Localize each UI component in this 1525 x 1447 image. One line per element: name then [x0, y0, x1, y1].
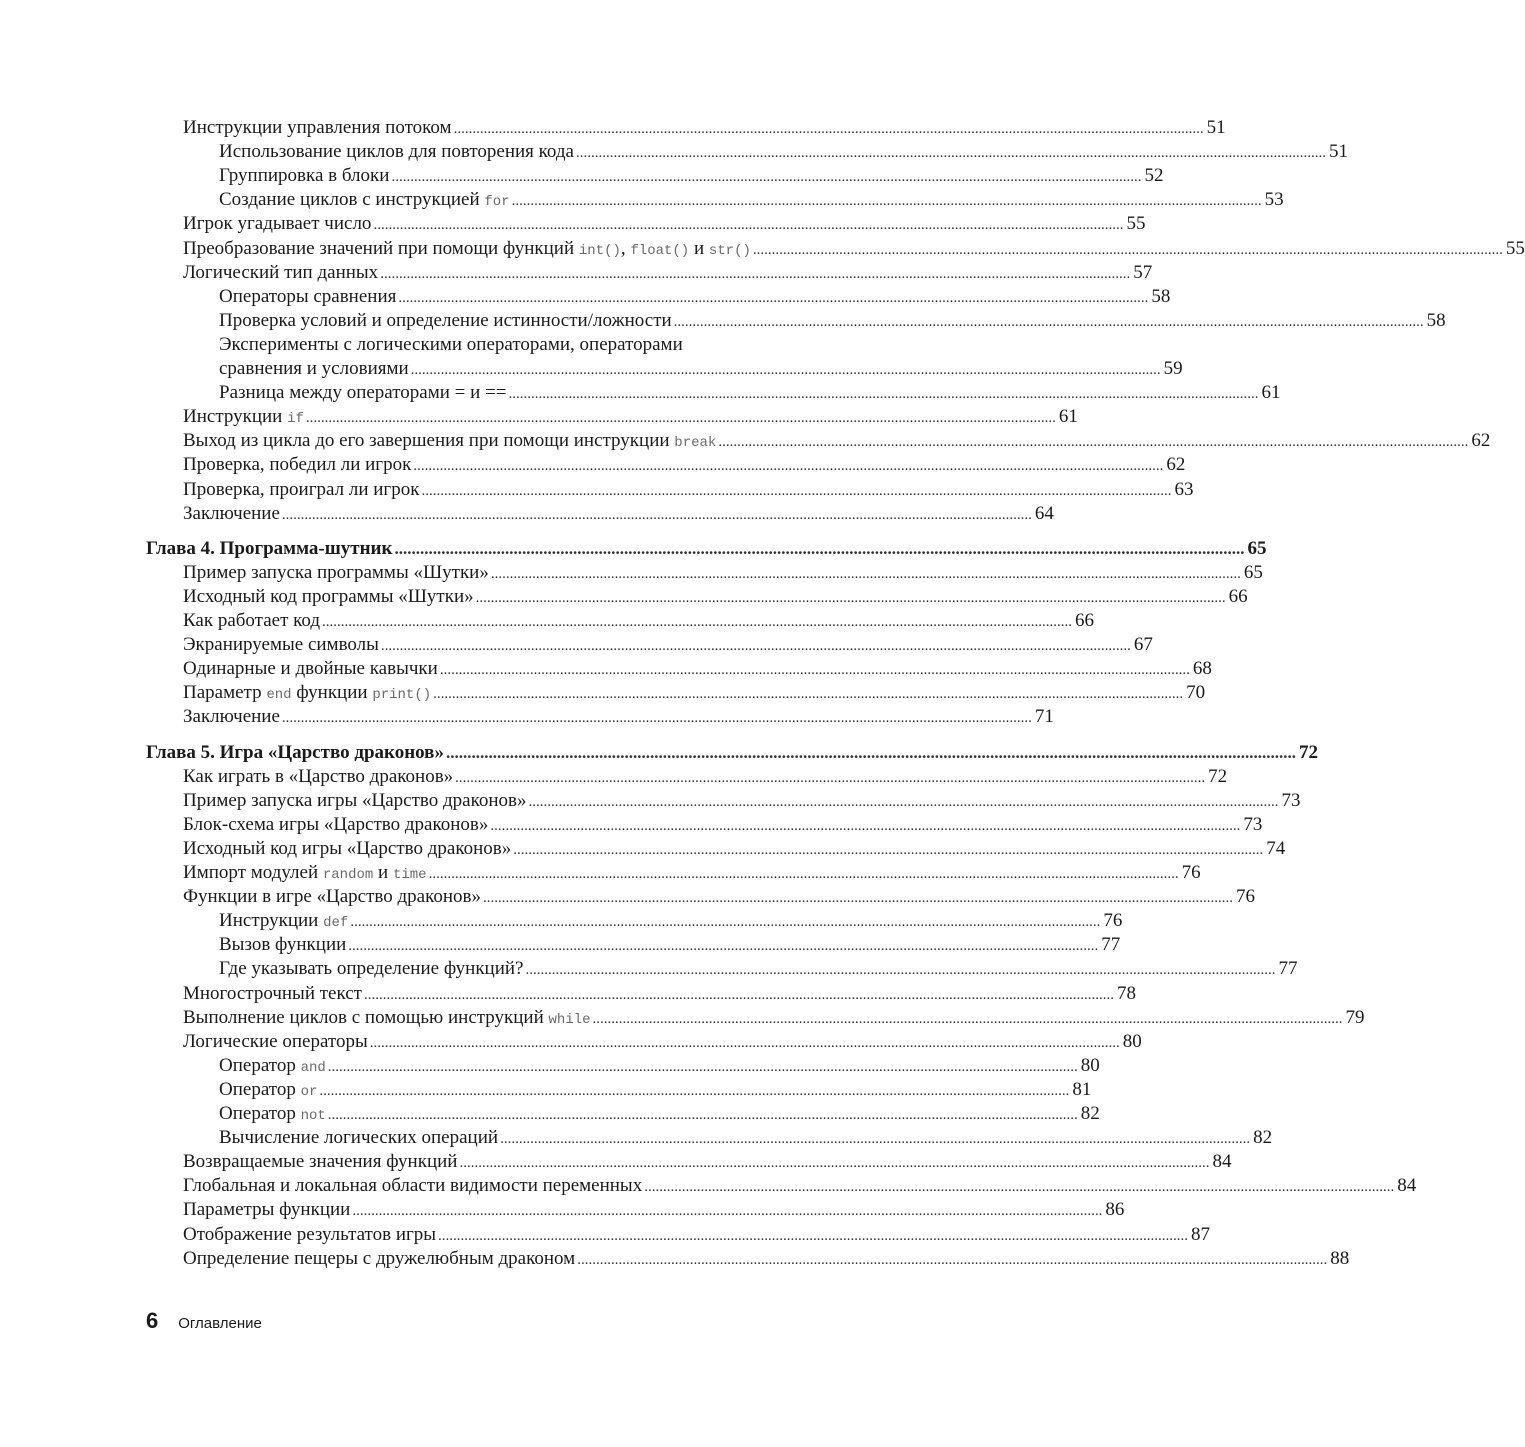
toc-entry[interactable] [0, 561, 1263, 585]
title-text: Исходный код программы «Шутки» [183, 585, 474, 607]
page-footer [146, 1308, 262, 1334]
toc-page-number: 74 [1266, 837, 1286, 859]
toc-page-number: 65 [1243, 561, 1263, 583]
dot-leader: ........................................................................................................................................................................................................ [438, 1227, 1189, 1244]
title-text: Глобальная и локальная области видимости переменных [183, 1175, 643, 1197]
code-token: int() [578, 242, 621, 259]
title-text: Инструкции управления потоком [183, 117, 452, 138]
toc-entry[interactable] [0, 212, 1146, 236]
toc-entry-title [183, 561, 489, 585]
dot-leader: ........................................................................................................................................................................................................ [322, 614, 1073, 630]
toc-page-number: 73 [1281, 789, 1301, 811]
toc-page-number: 84 [1397, 1175, 1417, 1197]
toc-entry-title [219, 1078, 317, 1104]
title-text: Инструкции [183, 406, 288, 428]
dot-leader: ........................................................................................................................................................................................................ [350, 914, 1101, 931]
toc-entry[interactable] [0, 381, 1281, 405]
toc-entry-title [219, 909, 348, 935]
toc-page-number: 51 [1206, 117, 1226, 138]
title-text: Многострочный текст [183, 982, 362, 1004]
dot-leader: ........................................................................................................................................................................................................ [380, 265, 1131, 282]
dot-leader: ........................................................................................................................................................................................................ [576, 145, 1326, 162]
toc-entry[interactable] [0, 609, 1095, 633]
toc-entry-title [219, 933, 346, 957]
title-text: Одинарные и двойные кавычки [183, 658, 438, 680]
code-token: time [392, 867, 427, 883]
toc-entry[interactable] [0, 1174, 1417, 1198]
title-text: Преобразование значений при помощи функций [183, 237, 579, 259]
toc-page-number: 87 [1191, 1223, 1211, 1245]
toc-entry-title [183, 1247, 575, 1271]
toc-entry[interactable] [0, 1030, 1142, 1054]
toc-entry-title [219, 188, 510, 214]
toc-page-number: 76 [1103, 910, 1123, 932]
toc-page-number: 55 [1505, 237, 1525, 259]
dot-leader: ........................................................................................................................................................................................................ [348, 938, 1099, 955]
title-text: Пример запуска игры «Царство драконов» [183, 789, 527, 811]
code-token: str() [708, 242, 751, 259]
title-text: функции [291, 682, 373, 704]
toc-entry-title [183, 237, 751, 263]
toc-entry[interactable] [0, 681, 1206, 705]
toc-page-number: 77 [1101, 934, 1121, 956]
toc-page-number: 88 [1330, 1247, 1350, 1269]
title-text: Отображение результатов игры [183, 1223, 437, 1245]
toc-entry[interactable] [0, 502, 1054, 526]
dot-leader: ........................................................................................................................................................................................................ [528, 793, 1279, 810]
toc-entry[interactable] [0, 1223, 1211, 1247]
toc-entry-title [183, 1006, 591, 1032]
toc-page-number: 71 [1034, 706, 1054, 728]
dot-leader: ........................................................................................................................................................................................................ [327, 1107, 1078, 1123]
dot-leader: ........................................................................................................................................................................................................ [439, 662, 1190, 679]
dot-leader: ........................................................................................................................................................................................................ [394, 538, 1245, 558]
dot-leader: ........................................................................................................................................................................................................ [592, 1010, 1343, 1027]
toc-page-number: 67 [1133, 634, 1153, 656]
title-text: Проверка условий и определение истинности/ложности [219, 309, 672, 331]
toc-entry[interactable] [0, 813, 1263, 837]
toc-entry[interactable] [0, 982, 1136, 1006]
title-text: Использование циклов для повторения кода [219, 141, 574, 163]
toc-page-number: 86 [1105, 1199, 1125, 1221]
toc-entry[interactable] [0, 309, 1446, 333]
toc-entry-title [183, 813, 488, 837]
toc-entry[interactable] [0, 633, 1153, 657]
toc-entry[interactable] [0, 585, 1248, 609]
toc-entry[interactable] [0, 861, 1201, 885]
title-text: Блок-схема игры «Царство драконов» [183, 813, 489, 835]
title-text: Параметры функции [183, 1199, 351, 1221]
toc-chapter-entry[interactable] [0, 537, 1267, 561]
toc-entry[interactable] [0, 1126, 1273, 1150]
toc-page-number: 81 [1072, 1078, 1092, 1100]
code-token: while [548, 1011, 591, 1028]
title-text: Глава 5. Игра «Царство драконов» [146, 741, 444, 763]
dot-leader: ........................................................................................................................................................................................................ [513, 841, 1264, 858]
title-text: Выход из цикла до его завершения при помощи инструкции [183, 430, 675, 452]
toc-entry[interactable] [0, 285, 1171, 309]
title-text: Логические операторы [183, 1030, 368, 1052]
dot-leader: ........................................................................................................................................................................................................ [644, 1179, 1395, 1196]
toc-page-number: 58 [1151, 285, 1171, 307]
toc-page-number: 82 [1080, 1103, 1100, 1124]
toc-entry-title [183, 1223, 436, 1247]
toc-entry-title [219, 285, 396, 309]
toc-page-number: 79 [1345, 1006, 1365, 1028]
toc-entry-title [183, 1150, 457, 1174]
toc-entry-title [219, 164, 389, 188]
toc-page-number: 72 [1208, 765, 1228, 787]
code-token: for [484, 194, 510, 211]
title-text: Вычисление логических операций [219, 1127, 499, 1149]
title-text: Импорт модулей [183, 862, 323, 883]
toc-entry-title [183, 405, 304, 431]
toc-entry-title [183, 116, 452, 140]
toc-entry[interactable] [0, 478, 1194, 502]
toc-entry-title [183, 765, 453, 789]
dot-leader: ........................................................................................................................................................................................................ [752, 241, 1503, 258]
dot-leader: ........................................................................................................................................................................................................ [511, 193, 1262, 210]
toc-entry-title [183, 261, 378, 285]
toc-entry[interactable] [0, 1102, 1100, 1126]
code-token: end [266, 687, 292, 704]
toc-entry[interactable] [0, 837, 1286, 861]
toc-entry[interactable] [0, 453, 1186, 477]
toc-entry-title [219, 957, 524, 981]
toc-page-number: 55 [1126, 213, 1146, 235]
dot-leader: ........................................................................................................................................................................................................ [327, 1058, 1078, 1075]
dot-leader: ........................................................................................................................................................................................................ [373, 217, 1124, 234]
toc-entry[interactable] [0, 765, 1228, 789]
dot-leader: ........................................................................................................................................................................................................ [319, 1082, 1070, 1099]
dot-leader: ........................................................................................................................................................................................................ [718, 434, 1469, 451]
toc-page-number: 76 [1181, 862, 1201, 883]
toc-entry-title [183, 212, 371, 236]
title-text: Проверка, проиграл ли игрок [183, 478, 420, 500]
dot-leader: ........................................................................................................................................................................................................ [508, 386, 1259, 403]
code-token: float() [630, 242, 690, 259]
title-text: Функции в игре «Царство драконов» [183, 886, 482, 908]
toc-entry[interactable] [0, 237, 1525, 261]
toc-entry-title [183, 885, 481, 909]
toc-entry[interactable] [0, 1247, 1350, 1271]
code-token: print() [372, 687, 432, 704]
toc-entry[interactable] [0, 933, 1121, 957]
dot-leader: ........................................................................................................................................................................................................ [428, 866, 1179, 882]
toc-page-number: 66 [1075, 610, 1095, 631]
toc-entry[interactable] [0, 261, 1153, 285]
toc-page-number: 57 [1133, 261, 1153, 283]
title-text: Оператор [219, 1103, 301, 1124]
toc-page-number: 80 [1122, 1030, 1142, 1052]
toc-page-number: 61 [1261, 382, 1281, 404]
dot-leader: ........................................................................................................................................................................................................ [453, 121, 1204, 137]
toc-entry-title [183, 657, 438, 681]
dot-leader: ........................................................................................................................................................................................................ [525, 962, 1276, 979]
dot-leader: ........................................................................................................................................................................................................ [490, 817, 1241, 834]
toc-entry[interactable] [0, 405, 1078, 429]
title-text: Проверка, победил ли игрок [183, 454, 412, 476]
toc-entry-title [183, 502, 280, 526]
title-text: Определение пещеры с дружелюбным драконом [183, 1247, 576, 1269]
title-text: Глава 4. Программа-шутник [146, 537, 393, 559]
page-number: 6 [146, 1308, 159, 1333]
title-text: Где указывать определение функций? [219, 958, 524, 980]
title-text: Оператор [219, 1078, 301, 1100]
toc-entry[interactable] [0, 188, 1284, 212]
toc-page-number: 51 [1329, 141, 1348, 163]
title-text: Игрок угадывает число [183, 213, 372, 235]
toc-entry-title [183, 1174, 642, 1198]
dot-leader: ........................................................................................................................................................................................................ [363, 986, 1114, 1003]
dot-leader: ........................................................................................................................................................................................................ [398, 289, 1149, 306]
toc-page-number: 63 [1174, 478, 1194, 500]
toc-entry-title [219, 381, 506, 405]
toc-page-number: 66 [1228, 585, 1248, 607]
toc-entry-title [183, 982, 362, 1006]
toc-entry[interactable] [0, 705, 1054, 729]
toc-page-number: 80 [1080, 1054, 1100, 1076]
code-token: not [300, 1108, 326, 1124]
toc-entry-title-line: Эксперименты с логическими операторами, операторами [219, 333, 683, 355]
toc-page-number: 61 [1058, 406, 1078, 428]
toc-entry[interactable] [0, 885, 1256, 909]
toc-entry-title [183, 609, 320, 633]
toc-page-number: 72 [1298, 741, 1318, 763]
toc-entry-title [183, 585, 474, 609]
toc-entry-title [183, 861, 427, 887]
toc-entry-title [219, 1102, 326, 1128]
dot-leader: ........................................................................................................................................................................................................ [391, 169, 1142, 186]
dot-leader: ........................................................................................................................................................................................................ [673, 313, 1424, 330]
running-title: Оглавление [178, 1315, 262, 1332]
code-token: and [300, 1059, 326, 1076]
code-token: or [300, 1083, 318, 1100]
toc-entry[interactable] [0, 1054, 1100, 1078]
toc-entry-title [183, 633, 379, 657]
title-text: Параметр [183, 682, 267, 704]
dot-leader: ........................................................................................................................................................................................................ [500, 1131, 1251, 1148]
toc-page-number: 70 [1186, 682, 1206, 704]
toc-entry[interactable] [0, 657, 1212, 681]
toc-page-number: 73 [1243, 813, 1263, 835]
toc-entry-title [146, 537, 392, 561]
dot-leader: ........................................................................................................................................................................................................ [281, 506, 1032, 523]
toc-page-number: 68 [1192, 658, 1212, 680]
toc-entry[interactable] [0, 116, 1226, 140]
title-text: Исходный код игры «Царство драконов» [183, 837, 512, 859]
toc-page-number: 82 [1253, 1127, 1273, 1149]
title-text: Заключение [183, 706, 280, 728]
dot-leader: ........................................................................................................................................................................................................ [577, 1251, 1328, 1268]
toc-entry-title [219, 1054, 326, 1080]
title-text: Заключение [183, 502, 280, 524]
toc-entry-title [183, 837, 511, 861]
toc-entry-title [183, 1198, 350, 1222]
toc-entry-title [219, 357, 409, 381]
dot-leader: ........................................................................................................................................................................................................ [421, 482, 1172, 499]
toc-entry[interactable] [0, 140, 1348, 164]
toc-entry[interactable] [0, 909, 1123, 933]
toc-page-number: 58 [1426, 309, 1446, 331]
title-text: Выполнение циклов с помощью инструкций [183, 1006, 549, 1028]
toc-chapter-entry[interactable] [0, 741, 1318, 765]
dot-leader: ........................................................................................................................................................................................................ [410, 362, 1161, 378]
toc-entry[interactable] [0, 357, 1183, 381]
toc-entry-title [219, 1126, 498, 1150]
toc-entry-title [183, 429, 716, 455]
toc-entry[interactable] [0, 1078, 1092, 1102]
title-text: Разница между операторами = и == [219, 382, 507, 404]
toc-entry[interactable] [0, 1150, 1232, 1174]
title-text: и [689, 237, 709, 259]
toc-entry[interactable] [0, 429, 1491, 453]
toc-entry[interactable] [0, 957, 1298, 981]
dot-leader: ........................................................................................................................................................................................................ [445, 742, 1296, 762]
toc-entry-title [183, 478, 419, 502]
title-text: Экранируемые символы [183, 634, 379, 656]
dot-leader: ........................................................................................................................................................................................................ [455, 769, 1206, 786]
dot-leader: ........................................................................................................................................................................................................ [459, 1155, 1210, 1172]
toc-entry[interactable] [0, 164, 1164, 188]
toc-entry-title [183, 453, 411, 477]
dot-leader: ........................................................................................................................................................................................................ [483, 890, 1234, 907]
toc-entry-title [219, 309, 672, 333]
toc-page-number: 76 [1236, 886, 1256, 908]
toc-page-number: 62 [1471, 430, 1491, 452]
title-text: и [373, 862, 393, 883]
toc-entry-title [183, 789, 526, 813]
toc-entry-title [183, 1030, 368, 1054]
dot-leader: ........................................................................................................................................................................................................ [281, 710, 1032, 727]
dot-leader: ........................................................................................................................................................................................................ [413, 458, 1164, 475]
title-text: Возвращаемые значения функций [183, 1151, 458, 1173]
toc-page-number: 59 [1163, 358, 1183, 379]
code-token: break [674, 435, 717, 452]
dot-leader: ........................................................................................................................................................................................................ [475, 589, 1226, 606]
code-token: if [287, 411, 304, 428]
toc-page-number: 84 [1212, 1151, 1232, 1173]
dot-leader: ........................................................................................................................................................................................................ [352, 1203, 1103, 1220]
toc-entry-title [219, 140, 574, 164]
dot-leader: ........................................................................................................................................................................................................ [369, 1034, 1120, 1051]
toc-page-number: 53 [1264, 189, 1284, 211]
title-text: Создание циклов с инструкцией [219, 189, 485, 211]
toc-entry[interactable] [0, 1006, 1365, 1030]
toc-page-number: 62 [1166, 454, 1186, 476]
dot-leader: ........................................................................................................................................................................................................ [433, 686, 1184, 703]
title-text: Логический тип данных [183, 261, 379, 283]
dot-leader: ........................................................................................................................................................................................................ [305, 410, 1056, 427]
toc-entry[interactable] [0, 789, 1301, 813]
title-text: Как работает код [183, 610, 321, 631]
dot-leader: ........................................................................................................................................................................................................ [490, 565, 1241, 582]
toc-entry-title [183, 681, 431, 707]
toc-entry[interactable] [0, 1198, 1125, 1222]
title-text: Инструкции [219, 910, 324, 932]
toc-page-number: 78 [1116, 982, 1136, 1004]
toc-entry-title [146, 741, 444, 765]
title-text: Группировка в блоки [219, 165, 390, 187]
toc-page-number: 52 [1144, 165, 1164, 187]
title-text: Оператор [219, 1054, 301, 1076]
toc-page-number: 64 [1034, 502, 1054, 524]
toc-entry-title [183, 705, 280, 729]
title-text: Вызов функции [219, 934, 347, 956]
title-text: сравнения и условиями [219, 358, 409, 379]
code-token: def [323, 915, 349, 932]
code-token: random [322, 867, 374, 883]
title-text: Как играть в «Царство драконов» [183, 765, 454, 787]
dot-leader: ........................................................................................................................................................................................................ [380, 638, 1131, 655]
title-text: Пример запуска программы «Шутки» [183, 561, 489, 583]
title-text: Операторы сравнения [219, 285, 397, 307]
title-text: , [620, 237, 631, 259]
toc-page-number: 77 [1278, 958, 1298, 980]
toc-page-number: 65 [1247, 537, 1267, 559]
